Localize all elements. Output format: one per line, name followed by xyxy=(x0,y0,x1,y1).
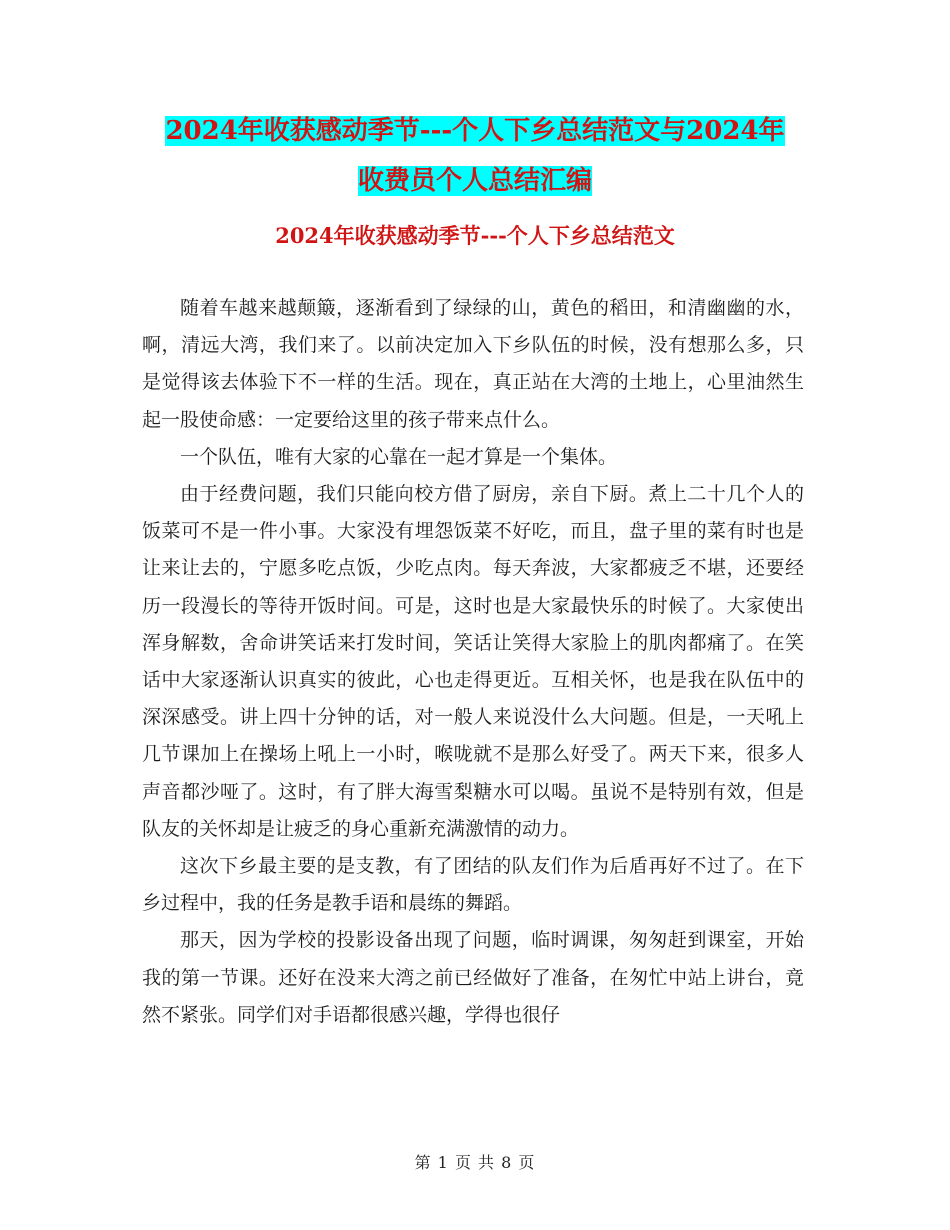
document-title xyxy=(0,106,950,206)
document-title-line2: 收费员个人总结汇编 xyxy=(357,166,592,196)
page-number-footer: 第 1 页 共 8 页 xyxy=(414,1153,536,1172)
document-title-line1: 2024年收获感动季节---个人下乡总结范文与2024年 xyxy=(165,116,785,146)
section-title: 2024年收获感动季节---个人下乡总结范文 xyxy=(275,223,675,248)
document-body xyxy=(142,290,804,1034)
paragraph: 由于经费问题，我们只能向校方借了厨房，亲自下厨。煮上二十几个人的饭菜可不是一件小事。大家没有埋怨饭菜不好吃，而且，盘子里的菜有时也是让来让去的，宁愿多吃点饭，少吃点肉。每天奔波，大家都疲乏不堪，还要经历一段漫长的等待开饭时间。可是，这时也是大家最快乐的时候了。大家使出浑身解数，舍命讲笑话来打发时间，笑话让笑得大家脸上的肌肉都痛了。在笑话中大家逐渐认识真实的彼此，心也走得更近。互相关怀，也是我在队伍中的深深感受。讲上四十分钟的话，对一般人来说没什么大问题。但是，一天吼上几节课加上在操场上吼上一小时，喉咙就不是那么好受了。两天下来，很多人声音都沙哑了。这时，有了胖大海雪梨糖水可以喝。虽说不是特别有效，但是队友的关怀却是让疲乏的身心重新充满激情的动力。 xyxy=(142,483,804,840)
paragraph: 一个队伍，唯有大家的心靠在一起才算是一个集体。 xyxy=(180,445,618,468)
paragraph: 这次下乡最主要的是支教，有了团结的队友们作为后盾再好不过了。在下乡过程中，我的任务是教手语和晨练的舞蹈。 xyxy=(142,855,804,915)
paragraph: 那天，因为学校的投影设备出现了问题，临时调课，匆匆赶到课室，开始我的第一节课。还好在没来大湾之前已经做好了准备，在匆忙中站上讲台，竟然不紧张。同学们对手语都很感兴趣，学得也很仔 xyxy=(142,929,804,1026)
paragraph: 随着车越来越颠簸，逐渐看到了绿绿的山，黄色的稻田，和清幽幽的水，啊，清远大湾，我们来了。以前决定加入下乡队伍的时候，没有想那么多，只是觉得该去体验下不一样的生活。现在，真正站在大湾的土地上，心里油然生起一股使命感：一定要给这里的孩子带来点什么。 xyxy=(142,297,804,431)
